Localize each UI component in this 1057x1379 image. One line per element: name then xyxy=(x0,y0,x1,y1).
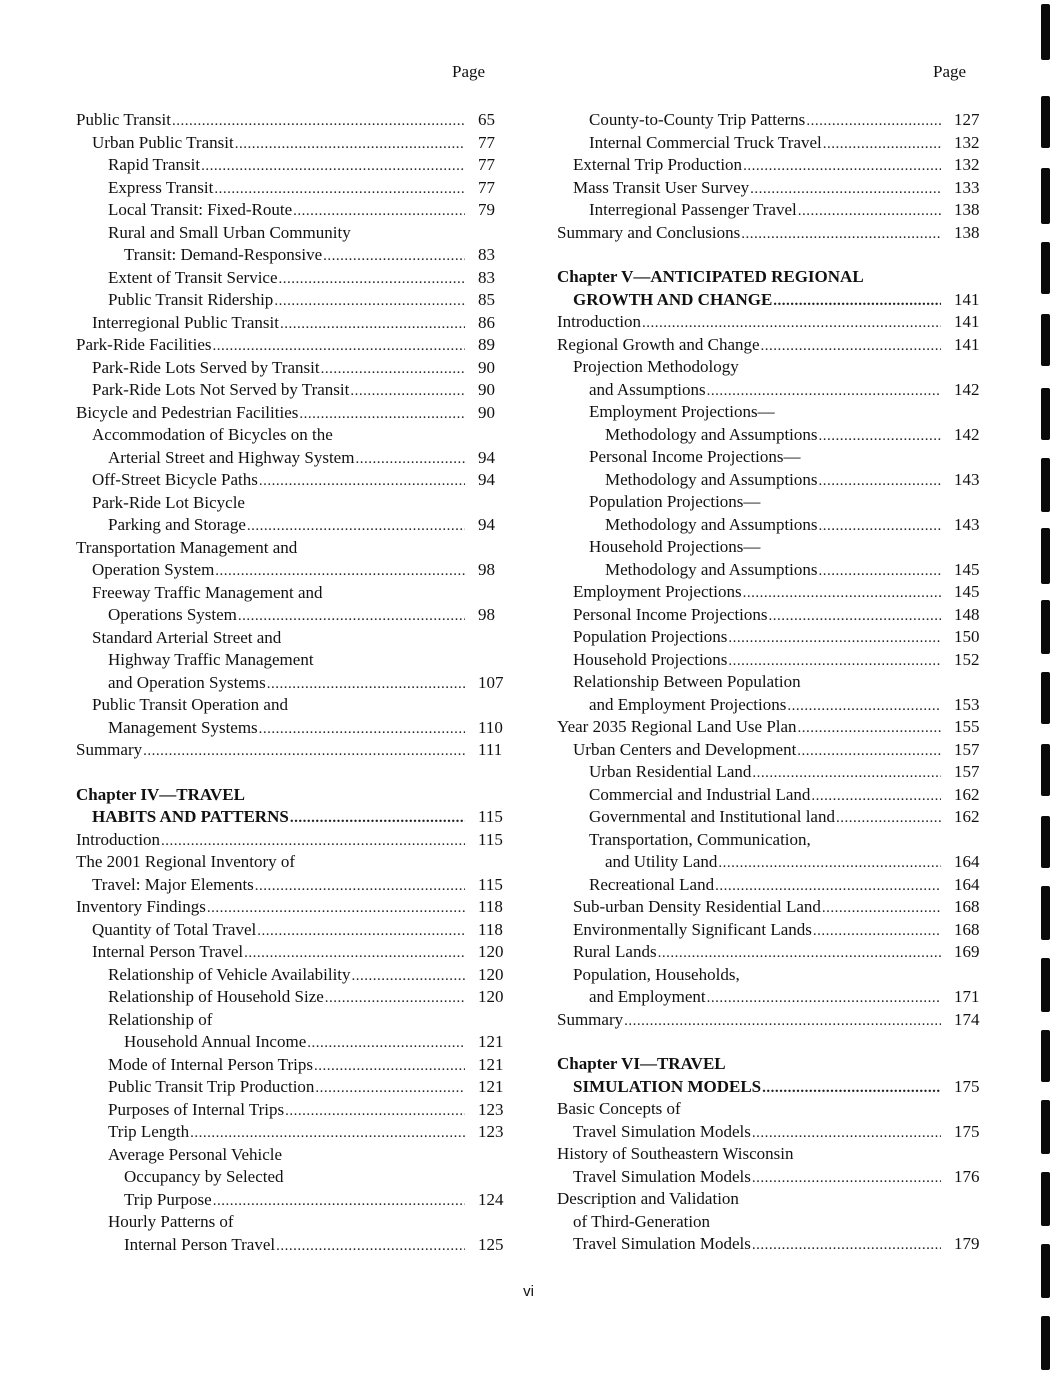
toc-entry-title: GROWTH AND CHANGE ..... xyxy=(573,290,772,309)
toc-entry-title: Park-Ride Facilities ..... xyxy=(76,335,212,354)
toc-entry xyxy=(557,536,984,559)
toc-entry[interactable] xyxy=(557,424,984,447)
toc-chapter-heading xyxy=(76,784,508,807)
toc-entry-title: Accommodation of Bicycles on the xyxy=(92,425,333,444)
toc-entry-title: Personal Income Projections— xyxy=(589,447,801,466)
toc-entry-title: Projection Methodology xyxy=(573,357,739,376)
toc-entry[interactable] xyxy=(557,739,984,762)
toc-entry xyxy=(76,424,508,447)
toc-entry[interactable] xyxy=(76,109,508,132)
toc-entry-title: and Employment Projections ..... xyxy=(589,695,786,714)
toc-entry-title: Public Transit Ridership ..... xyxy=(108,290,273,309)
toc-entry-title: Operation System ..... xyxy=(92,560,214,579)
toc-page-number: 150 xyxy=(954,627,980,646)
toc-entry-title: HABITS AND PATTERNS ..... xyxy=(92,807,289,826)
toc-entry-title: Average Personal Vehicle xyxy=(108,1144,283,1164)
toc-page-number: 157 xyxy=(954,762,980,781)
toc-entry-title: Travel Simulation Models ..... xyxy=(573,1234,751,1253)
toc-page-number: 124 xyxy=(478,1189,504,1209)
toc-entry-title: Regional Growth and Change ..... xyxy=(557,335,760,354)
section-spacer xyxy=(557,1031,984,1053)
toc-page-number: 142 xyxy=(954,424,980,444)
toc-page-number: 169 xyxy=(954,942,980,961)
toc-page-number: 132 xyxy=(954,132,980,152)
toc-entry[interactable] xyxy=(557,132,984,155)
toc-entry-title: Mode of Internal Person Trips ..... xyxy=(108,1055,313,1074)
toc-entry xyxy=(557,1098,984,1121)
toc-entry-title: Household Projections ..... xyxy=(573,650,727,669)
page-header-right: Page xyxy=(933,62,967,81)
toc-page-number: 152 xyxy=(954,649,980,669)
toc-entry[interactable] xyxy=(76,447,508,470)
toc-page-number: 145 xyxy=(954,582,980,601)
toc-entry[interactable] xyxy=(557,109,984,132)
toc-entry xyxy=(557,671,984,694)
toc-entry xyxy=(76,582,508,605)
toc-entry-title: The 2001 Regional Inventory of xyxy=(76,852,296,871)
toc-entry-title: Parking and Storage ..... xyxy=(108,515,246,534)
toc-entry-title: Management Systems ..... xyxy=(108,718,258,737)
toc-entry-title: Park-Ride Lot Bicycle xyxy=(92,492,245,512)
toc-entry[interactable] xyxy=(557,806,984,829)
toc-entry xyxy=(557,401,984,424)
toc-entry-title: Population, Households, xyxy=(573,964,740,984)
toc-entry-title: Methodology and Assumptions ..... xyxy=(605,515,818,534)
toc-page-number: 86 xyxy=(478,312,495,332)
toc-page-number: 121 xyxy=(478,1032,504,1051)
toc-entry xyxy=(76,537,508,560)
toc-entry[interactable] xyxy=(76,132,508,155)
toc-page-number: 115 xyxy=(478,874,503,894)
toc-entry-title: Transportation, Communication, xyxy=(589,829,811,849)
toc-entry[interactable] xyxy=(76,267,508,290)
toc-page-number: 164 xyxy=(954,852,980,871)
toc-page-number: 118 xyxy=(478,897,503,916)
section-spacer xyxy=(557,244,984,266)
toc-page-number: 143 xyxy=(954,514,980,534)
toc-entry-title: Relationship Between Population xyxy=(573,672,801,691)
toc-entry-title: Description and Validation xyxy=(557,1189,739,1208)
toc-entry-title: and Operation Systems ..... xyxy=(108,673,266,692)
toc-page-number: 120 xyxy=(478,987,504,1006)
toc-entry xyxy=(557,1188,984,1211)
toc-chapter-heading xyxy=(557,1053,984,1076)
toc-entry[interactable] xyxy=(557,559,984,582)
toc-page-number: 141 xyxy=(954,312,980,331)
toc-entry-title: of Third-Generation xyxy=(573,1211,711,1231)
toc-entry[interactable] xyxy=(76,1121,508,1144)
toc-entry xyxy=(76,627,508,650)
toc-entry[interactable] xyxy=(76,1099,508,1122)
toc-entry xyxy=(76,649,508,672)
toc-page-number: 111 xyxy=(478,740,503,759)
toc-entry xyxy=(76,222,508,245)
toc-entry[interactable] xyxy=(76,1076,508,1099)
toc-page-number: 120 xyxy=(478,964,504,984)
toc-entry-title: Governmental and Institutional land ..... xyxy=(589,807,835,826)
toc-entry-title: Introduction ..... xyxy=(557,312,641,331)
toc-entry xyxy=(76,1211,508,1234)
toc-entry-title: Urban Residential Land ..... xyxy=(589,762,751,781)
toc-entry[interactable] xyxy=(76,559,508,582)
toc-page-number: 142 xyxy=(954,379,980,399)
toc-page-number: 141 xyxy=(954,289,980,309)
toc-page-number: 77 xyxy=(478,177,495,197)
toc-entry-title: Travel: Major Elements ..... xyxy=(92,875,254,894)
toc-page-number: 85 xyxy=(478,290,495,309)
toc-page-number: 179 xyxy=(954,1234,980,1253)
toc-entry-title: Summary ..... xyxy=(557,1010,623,1029)
toc-entry-title: Urban Centers and Development ..... xyxy=(573,740,796,759)
toc-entry[interactable] xyxy=(76,829,508,852)
toc-entry-title: Rural Lands ..... xyxy=(573,942,657,961)
toc-entry xyxy=(76,851,508,874)
toc-page-number: 98 xyxy=(478,560,495,579)
toc-page-number: 132 xyxy=(954,155,980,174)
toc-entry[interactable] xyxy=(76,244,508,267)
toc-entry-title: Quantity of Total Travel ..... xyxy=(92,920,256,939)
toc-page-number: 123 xyxy=(478,1099,504,1119)
toc-entry-title: Rapid Transit ..... xyxy=(108,155,200,174)
page-number: vi xyxy=(523,1283,534,1300)
toc-entry-title: History of Southeastern Wisconsin xyxy=(557,1144,794,1163)
toc-entry-title: SIMULATION MODELS ..... xyxy=(573,1077,761,1096)
toc-page-number: 138 xyxy=(954,222,980,242)
toc-page-number: 157 xyxy=(954,739,980,759)
toc-entry-title: Express Transit ..... xyxy=(108,178,213,197)
toc-entry[interactable] xyxy=(76,986,508,1009)
toc-entry-title: Chapter IV—TRAVEL xyxy=(76,784,245,804)
toc-entry-title: Employment Projections ..... xyxy=(573,582,742,601)
toc-entry-title: Chapter VI—TRAVEL xyxy=(557,1054,726,1073)
toc-entry-title: Introduction ..... xyxy=(76,830,160,849)
toc-entry-title: Rural and Small Urban Community xyxy=(108,222,351,242)
toc-entry[interactable] xyxy=(76,177,508,200)
toc-entry-title: Bicycle and Pedestrian Facilities ..... xyxy=(76,403,298,422)
toc-page-number: 175 xyxy=(954,1076,980,1096)
toc-left-column xyxy=(76,109,508,1256)
toc-page-number: 121 xyxy=(478,1054,504,1074)
toc-entry-title: Operations System ..... xyxy=(108,605,237,624)
toc-entry-title: Urban Public Transit ..... xyxy=(92,133,234,152)
toc-entry-title: Relationship of xyxy=(108,1009,213,1029)
toc-entry-title: Highway Traffic Management xyxy=(108,650,314,669)
toc-entry xyxy=(76,1009,508,1032)
toc-page-number: 98 xyxy=(478,605,495,624)
toc-page-number: 65 xyxy=(478,110,495,129)
toc-page-number: 83 xyxy=(478,267,495,287)
toc-page-number: 115 xyxy=(478,829,503,849)
toc-page-number: 115 xyxy=(478,807,503,826)
toc-entry[interactable] xyxy=(557,1233,984,1256)
toc-entry-title: Inventory Findings ..... xyxy=(76,897,206,916)
toc-page-number: 107 xyxy=(478,672,504,692)
toc-entry[interactable] xyxy=(557,896,984,919)
toc-entry-title: Local Transit: Fixed-Route ..... xyxy=(108,200,292,219)
toc-entry[interactable] xyxy=(76,312,508,335)
toc-page-number: 110 xyxy=(478,717,503,737)
toc-page-number: 174 xyxy=(954,1009,980,1029)
toc-page-number: 83 xyxy=(478,245,495,264)
toc-entry[interactable] xyxy=(557,1009,984,1032)
toc-entry[interactable] xyxy=(76,402,508,425)
toc-entry-title: Commercial and Industrial Land ..... xyxy=(589,785,810,804)
toc-entry[interactable] xyxy=(557,379,984,402)
toc-entry[interactable] xyxy=(557,919,984,942)
toc-page-number: 89 xyxy=(478,335,495,354)
toc-entry[interactable] xyxy=(76,604,508,627)
toc-entry-title: Methodology and Assumptions ..... xyxy=(605,425,818,444)
toc-entry-title: Methodology and Assumptions ..... xyxy=(605,560,818,579)
toc-right-column xyxy=(557,109,984,1256)
toc-entry[interactable] xyxy=(76,289,508,312)
toc-entry-title: Summary ..... xyxy=(76,740,142,759)
toc-entry-title: Transportation Management and xyxy=(76,537,298,557)
toc-page-number: 143 xyxy=(954,469,980,489)
toc-page-number: 162 xyxy=(954,784,980,804)
toc-entry[interactable] xyxy=(557,716,984,739)
toc-entry-title: Extent of Transit Service ..... xyxy=(108,268,278,287)
toc-page-number: 90 xyxy=(478,402,495,422)
toc-entry[interactable] xyxy=(76,739,508,762)
toc-entry[interactable] xyxy=(557,941,984,964)
toc-entry xyxy=(557,829,984,852)
toc-entry[interactable] xyxy=(557,874,984,897)
toc-entry xyxy=(557,446,984,469)
toc-entry-title: Chapter V—ANTICIPATED REGIONAL xyxy=(557,267,864,286)
toc-entry-title: Environmentally Significant Lands ..... xyxy=(573,920,812,939)
toc-entry-title: Interregional Passenger Travel ..... xyxy=(589,200,797,219)
toc-entry-title: County-to-County Trip Patterns ..... xyxy=(589,110,805,129)
toc-page-number: 176 xyxy=(954,1166,980,1186)
toc-entry-title: and Assumptions ..... xyxy=(589,380,706,399)
toc-entry-title: Travel Simulation Models ..... xyxy=(573,1167,751,1186)
toc-entry[interactable] xyxy=(76,199,508,222)
toc-entry-title: Park-Ride Lots Served by Transit ..... xyxy=(92,358,320,377)
toc-entry xyxy=(76,492,508,515)
toc-page-number: 125 xyxy=(478,1234,504,1254)
toc-entry-title: Travel Simulation Models ..... xyxy=(573,1122,751,1141)
toc-page-number: 162 xyxy=(954,807,980,826)
toc-entry-title: Internal Person Travel ..... xyxy=(92,942,243,961)
toc-entry[interactable] xyxy=(76,154,508,177)
toc-page-number: 148 xyxy=(954,604,980,624)
toc-entry[interactable] xyxy=(76,469,508,492)
toc-entry[interactable] xyxy=(557,604,984,627)
toc-page-number: 94 xyxy=(478,470,495,489)
toc-entry-title: Freeway Traffic Management and xyxy=(92,582,323,602)
toc-page-number: 138 xyxy=(954,200,980,219)
toc-page-number: 121 xyxy=(478,1077,504,1096)
toc-entry[interactable] xyxy=(557,199,984,222)
toc-entry-title: Basic Concepts of xyxy=(557,1099,681,1118)
toc-entry[interactable] xyxy=(76,334,508,357)
toc-chapter-heading xyxy=(557,266,984,289)
toc-page-number: 120 xyxy=(478,942,504,961)
toc-entry-title: Occupancy by Selected xyxy=(124,1167,284,1186)
toc-page-number: 77 xyxy=(478,132,495,152)
toc-entry[interactable] xyxy=(76,672,508,695)
toc-entry[interactable] xyxy=(557,694,984,717)
toc-entry-title: Trip Length ..... xyxy=(108,1122,189,1141)
toc-entry-title: Arterial Street and Highway System ..... xyxy=(108,448,354,467)
toc-entry[interactable] xyxy=(76,1031,508,1054)
toc-page-number: 133 xyxy=(954,177,980,197)
toc-entry-title: Household Annual Income ..... xyxy=(124,1032,306,1051)
toc-page-number: 175 xyxy=(954,1121,980,1141)
toc-entry-title: Public Transit ..... xyxy=(76,110,171,129)
toc-entry[interactable] xyxy=(76,941,508,964)
toc-entry-title: Interregional Public Transit ..... xyxy=(92,313,279,332)
toc-entry[interactable] xyxy=(76,1054,508,1077)
toc-entry-title: Household Projections— xyxy=(589,537,761,556)
toc-entry[interactable] xyxy=(557,1121,984,1144)
toc-page-number: 171 xyxy=(954,987,980,1006)
toc-entry-title: Relationship of Household Size ..... xyxy=(108,987,324,1006)
toc-entry[interactable] xyxy=(76,717,508,740)
toc-entry-title: Public Transit Trip Production ..... xyxy=(108,1077,314,1096)
toc-entry-title: Population Projections ..... xyxy=(573,627,727,646)
toc-entry[interactable] xyxy=(76,874,508,897)
toc-entry-title: Year 2035 Regional Land Use Plan ..... xyxy=(557,717,797,736)
toc-entry-title: Park-Ride Lots Not Served by Transit ..... xyxy=(92,380,349,399)
toc-entry xyxy=(76,694,508,717)
toc-entry[interactable] xyxy=(557,761,984,784)
toc-page-number: 94 xyxy=(478,515,495,534)
toc-page-number: 79 xyxy=(478,200,495,219)
toc-entry-title: Sub-urban Density Residential Land ..... xyxy=(573,897,821,916)
section-spacer xyxy=(76,762,508,784)
toc-entry-title: Purposes of Internal Trips ..... xyxy=(108,1100,284,1119)
toc-entry[interactable] xyxy=(557,626,984,649)
toc-entry xyxy=(76,1166,508,1189)
toc-entry[interactable] xyxy=(557,514,984,537)
toc-entry[interactable] xyxy=(557,469,984,492)
toc-chapter-heading[interactable] xyxy=(76,806,508,829)
toc-entry-title: Off-Street Bicycle Paths ..... xyxy=(92,470,258,489)
toc-entry[interactable] xyxy=(557,851,984,874)
toc-page-number: 168 xyxy=(954,897,980,916)
toc-entry-title: Relationship of Vehicle Availability ..... xyxy=(108,965,351,984)
toc-entry-title: Transit: Demand-Responsive ..... xyxy=(124,245,322,264)
toc-entry-title: Summary and Conclusions ..... xyxy=(557,223,740,242)
toc-page-number: 118 xyxy=(478,919,503,939)
toc-chapter-heading[interactable] xyxy=(557,1076,984,1099)
toc-entry[interactable] xyxy=(557,784,984,807)
toc-entry-title: External Trip Production ..... xyxy=(573,155,742,174)
toc-entry[interactable] xyxy=(76,357,508,380)
toc-entry[interactable] xyxy=(76,964,508,987)
toc-entry-title: Recreational Land ..... xyxy=(589,875,714,894)
toc-page-number: 77 xyxy=(478,155,495,174)
toc-page-number: 90 xyxy=(478,380,495,399)
toc-entry xyxy=(557,964,984,987)
toc-entry[interactable] xyxy=(76,896,508,919)
toc-entry[interactable] xyxy=(557,154,984,177)
toc-page-number: 155 xyxy=(954,717,980,736)
toc-entry xyxy=(557,1143,984,1166)
toc-page-number: 145 xyxy=(954,559,980,579)
toc-entry[interactable] xyxy=(76,379,508,402)
toc-entry-title: Mass Transit User Survey ..... xyxy=(573,178,749,197)
toc-entry-title: Public Transit Operation and xyxy=(92,695,288,714)
toc-entry[interactable] xyxy=(557,222,984,245)
toc-entry xyxy=(557,1211,984,1234)
toc-entry[interactable] xyxy=(557,1166,984,1189)
binding-holes xyxy=(1037,0,1053,1379)
toc-entry-title: and Utility Land ..... xyxy=(605,852,717,871)
toc-entry-title: Methodology and Assumptions ..... xyxy=(605,470,818,489)
toc-page-number: 123 xyxy=(478,1122,504,1141)
toc-entry[interactable] xyxy=(76,919,508,942)
toc-entry[interactable] xyxy=(557,581,984,604)
toc-entry[interactable] xyxy=(557,311,984,334)
toc-entry-title: Hourly Patterns of xyxy=(108,1212,234,1231)
toc-entry-title: Employment Projections— xyxy=(589,402,775,421)
toc-page-number: 168 xyxy=(954,919,980,939)
page-header-left: Page xyxy=(452,62,486,81)
toc-entry-title: Internal Commercial Truck Travel ..... xyxy=(589,133,822,152)
toc-entry[interactable] xyxy=(557,334,984,357)
toc-entry-title: and Employment ..... xyxy=(589,987,706,1006)
toc-chapter-heading[interactable] xyxy=(557,289,984,312)
toc-entry[interactable] xyxy=(76,1189,508,1212)
toc-page-number: 153 xyxy=(954,694,980,714)
toc-entry[interactable] xyxy=(557,986,984,1009)
toc-page-number: 127 xyxy=(954,110,980,129)
toc-page-number: 141 xyxy=(954,334,980,354)
toc-page-number: 94 xyxy=(478,447,495,467)
toc-entry-title: Trip Purpose ..... xyxy=(124,1190,212,1209)
toc-page-number: 164 xyxy=(954,874,980,894)
toc-entry-title: Standard Arterial Street and xyxy=(92,627,282,647)
toc-entry xyxy=(76,1144,508,1167)
toc-entry xyxy=(557,356,984,379)
toc-entry-title: Personal Income Projections ..... xyxy=(573,605,768,624)
toc-entry[interactable] xyxy=(557,649,984,672)
toc-entry-title: Population Projections— xyxy=(589,492,761,511)
toc-page-number: 90 xyxy=(478,357,495,377)
toc-entry[interactable] xyxy=(76,1234,508,1257)
toc-entry[interactable] xyxy=(557,177,984,200)
toc-entry-title: Internal Person Travel ..... xyxy=(124,1235,275,1254)
toc-entry[interactable] xyxy=(76,514,508,537)
toc-entry xyxy=(557,491,984,514)
